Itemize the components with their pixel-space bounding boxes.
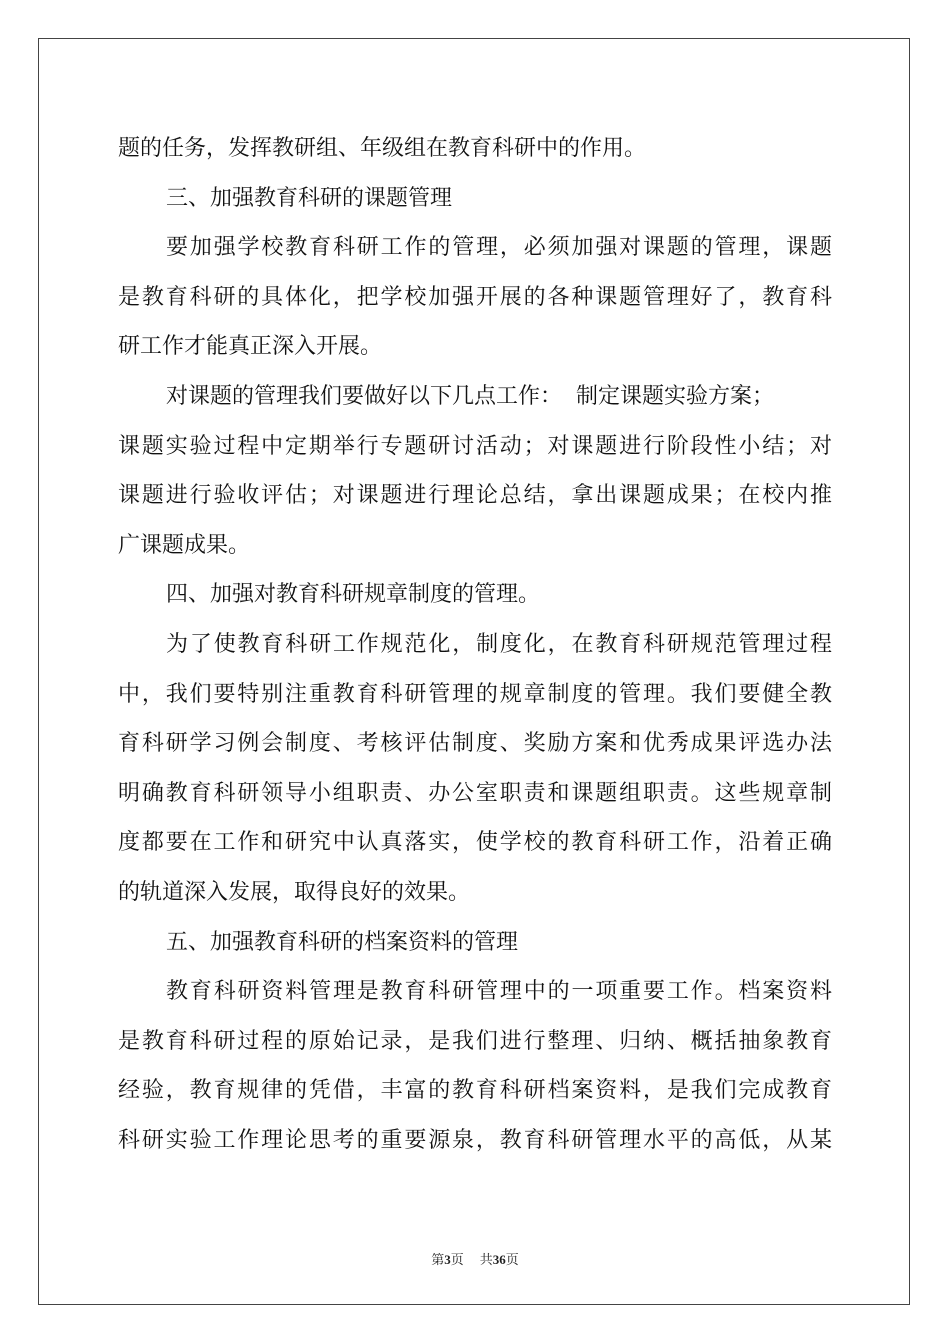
page-suffix: 页 bbox=[450, 1252, 464, 1267]
paragraph-line: 经验，教育规律的凭借，丰富的教育科研档案资料，是我们完成教育 bbox=[118, 1078, 832, 1104]
page-footer bbox=[0, 1249, 950, 1268]
paragraph-line: 研工作才能真正深入开展。 bbox=[118, 334, 383, 360]
paragraph-line: 教育科研资料管理是教育科研管理中的一项重要工作。档案资料 bbox=[166, 979, 832, 1005]
paragraph-line: 课题实验过程中定期举行专题研讨活动；对课题进行阶段性小结；对 bbox=[118, 433, 832, 459]
paragraph-line: 课题进行验收评估；对课题进行理论总结，拿出课题成果；在校内推 bbox=[118, 483, 832, 509]
paragraph-line: 广课题成果。 bbox=[118, 532, 251, 558]
paragraph-line: 科研实验工作理论思考的重要源泉，教育科研管理水平的高低，从某 bbox=[118, 1127, 832, 1153]
paragraph-line: 中，我们要特别注重教育科研管理的规章制度的管理。我们要健全教 bbox=[118, 681, 832, 707]
paragraph-line: 题的任务，发挥教研组、年级组在教育科研中的作用。 bbox=[118, 136, 647, 161]
total-suffix: 页 bbox=[505, 1252, 519, 1267]
paragraph-line: 明确教育科研领导小组职责、办公室职责和课题组职责。这些规章制 bbox=[118, 780, 832, 806]
paragraph-line: 要加强学校教育科研工作的管理，必须加强对课题的管理，课题 bbox=[166, 235, 832, 261]
document-body bbox=[118, 124, 832, 1165]
total-prefix: 共 bbox=[479, 1252, 493, 1267]
paragraph-line: 育科研学习例会制度、考核评估制度、奖励方案和优秀成果评选办法 bbox=[118, 731, 832, 757]
section-heading: 五、加强教育科研的档案资料的管理 bbox=[166, 929, 519, 955]
total-pages: 36 bbox=[492, 1252, 506, 1267]
page-prefix: 第 bbox=[431, 1252, 445, 1267]
section-heading: 四、加强对教育科研规章制度的管理。 bbox=[166, 582, 541, 608]
section-heading: 三、加强教育科研的课题管理 bbox=[166, 185, 453, 211]
page-number: 3 bbox=[444, 1252, 451, 1267]
paragraph-line: 是教育科研过程的原始记录，是我们进行整理、归纳、概括抽象教育 bbox=[118, 1028, 832, 1054]
paragraph-line: 度都要在工作和研究中认真落实，使学校的教育科研工作，沿着正确 bbox=[118, 830, 832, 856]
paragraph-line: 对课题的管理我们要做好以下几点工作： 制定课题实验方案； bbox=[166, 383, 774, 409]
paragraph-line: 为了使教育科研工作规范化，制度化，在教育科研规范管理过程 bbox=[166, 631, 832, 657]
paragraph-line: 是教育科研的具体化，把学校加强开展的各种课题管理好了，教育科 bbox=[118, 284, 832, 310]
paragraph-line: 的轨道深入发展，取得良好的效果。 bbox=[118, 879, 471, 905]
